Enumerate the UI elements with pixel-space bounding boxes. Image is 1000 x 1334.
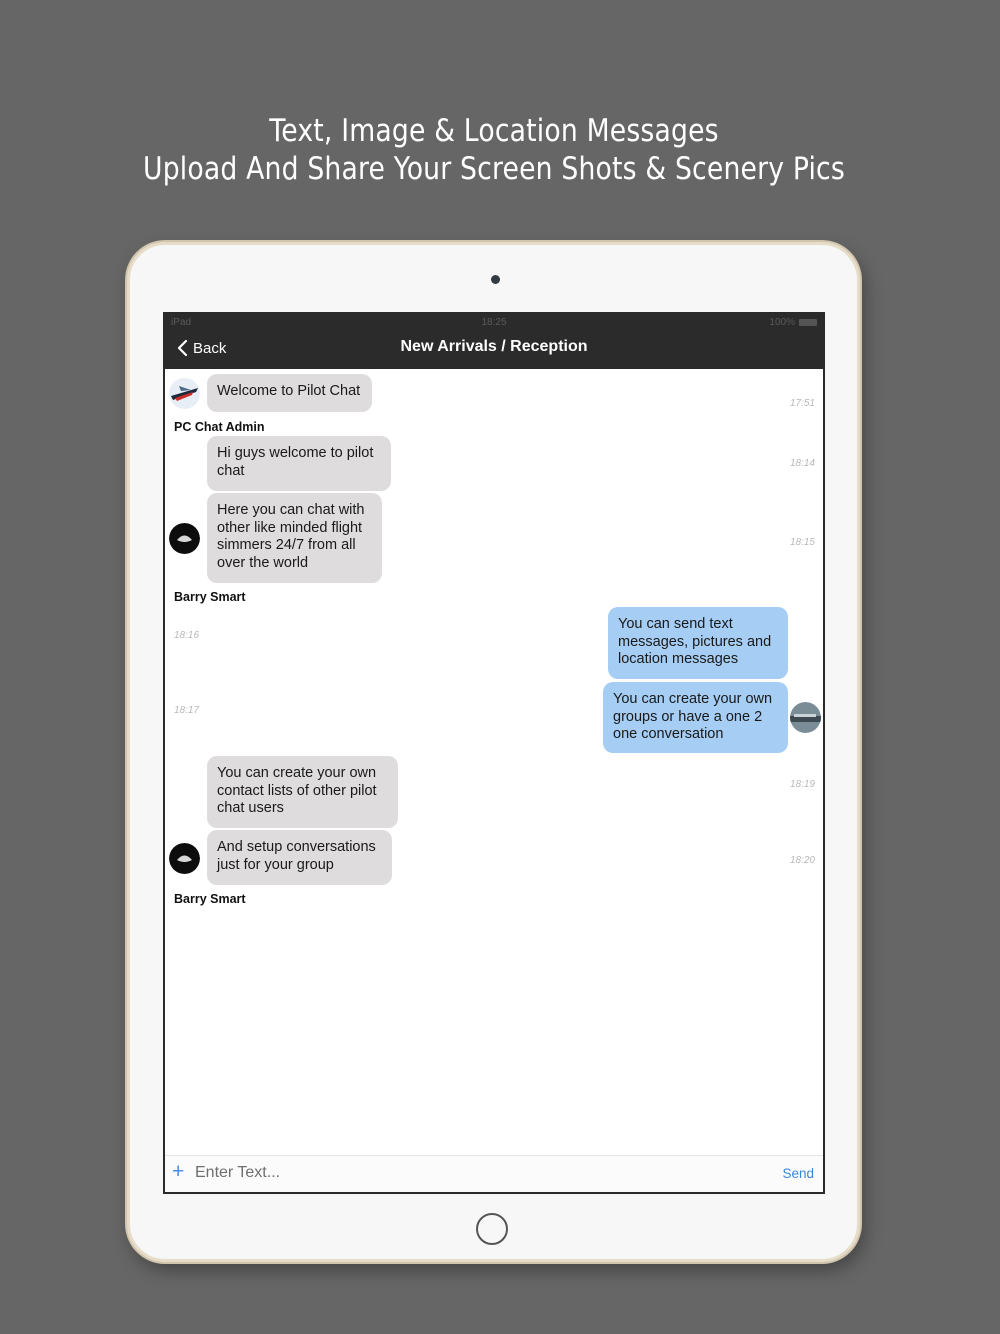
jet-avatar-icon	[169, 378, 200, 409]
message-time: 18:17	[174, 705, 200, 716]
camera-dot	[491, 275, 500, 284]
conversation-title: New Arrivals / Reception	[400, 338, 588, 355]
message-time: 18:14	[789, 458, 815, 469]
avatar-barry-smart[interactable]	[169, 523, 200, 554]
back-label: Back	[193, 339, 227, 357]
message-time: 18:15	[789, 537, 815, 548]
message-bubble[interactable]: And setup conversations just for your group	[207, 830, 392, 885]
message-time: 17:51	[789, 398, 815, 409]
user-avatar-icon	[169, 843, 200, 874]
status-battery	[769, 317, 817, 328]
avatar-pc-chat-admin[interactable]	[169, 378, 200, 409]
user-avatar-icon	[169, 523, 200, 554]
sender-name: PC Chat Admin	[174, 420, 265, 434]
message-bubble[interactable]: You can create your own contact lists of other pilot chat users	[207, 756, 398, 828]
message-bubble[interactable]: Hi guys welcome to pilot chat	[207, 436, 391, 491]
sender-name: Barry Smart	[174, 892, 246, 906]
scenery-avatar-icon	[790, 702, 821, 733]
sender-name: Barry Smart	[174, 590, 246, 604]
message-bubble[interactable]: Here you can chat with other like minded flight simmers 24/7 from all over the world	[207, 493, 382, 583]
ipad-frame	[127, 242, 860, 1262]
app-screen	[163, 312, 825, 1194]
battery-percent: 100%	[769, 317, 795, 328]
message-input[interactable]	[195, 1164, 695, 1182]
message-bubble-outgoing[interactable]: You can create your own groups or have a one 2 one conversation	[603, 682, 788, 753]
navigation-bar	[165, 314, 823, 369]
home-button[interactable]	[476, 1213, 508, 1245]
message-bubble[interactable]: Welcome to Pilot Chat	[207, 374, 372, 412]
message-time: 18:20	[789, 855, 815, 866]
status-time: 18:25	[481, 317, 507, 328]
add-attachment-icon[interactable]: +	[172, 1160, 185, 1183]
message-bubble-outgoing[interactable]: You can send text messages, pictures and location messages	[608, 607, 788, 679]
promo-line-1: Text, Image & Location Messages	[269, 113, 719, 149]
avatar-self[interactable]	[790, 702, 821, 733]
status-device: iPad	[171, 317, 192, 328]
avatar-barry-smart[interactable]	[169, 843, 200, 874]
message-time: 18:16	[174, 630, 200, 641]
send-button[interactable]: Send	[782, 1166, 814, 1181]
message-time: 18:19	[789, 779, 815, 790]
promo-caption	[0, 112, 988, 188]
message-composer	[165, 1155, 823, 1192]
promo-line-2: Upload And Share Your Screen Shots & Scenery Pics	[143, 151, 845, 187]
battery-icon	[799, 319, 817, 326]
